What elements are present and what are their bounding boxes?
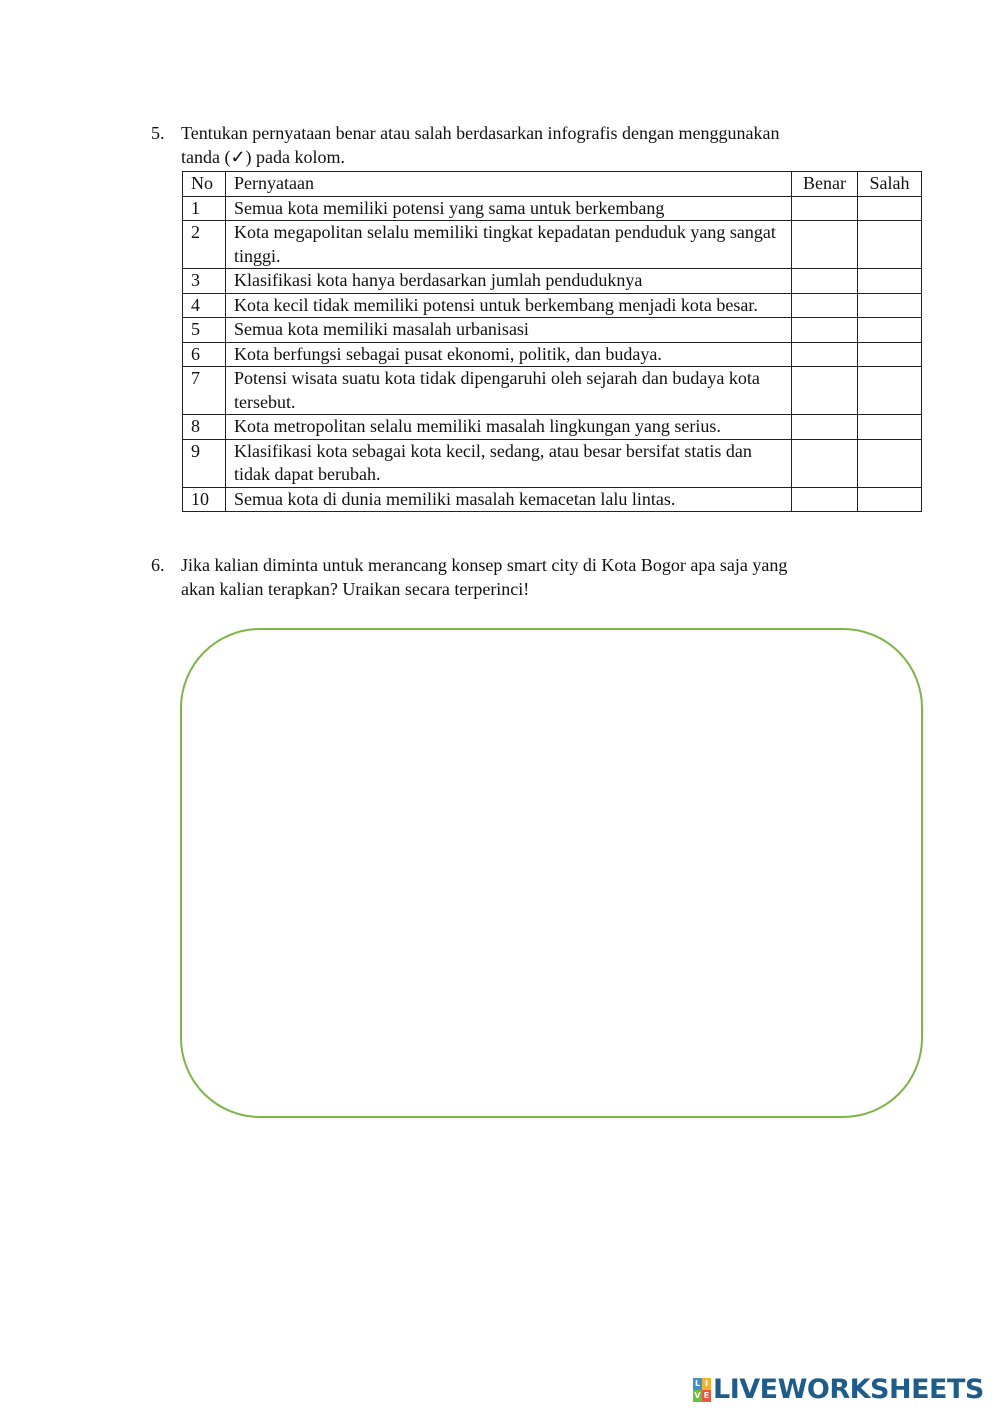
table-row xyxy=(183,439,922,487)
false-checkbox-cell[interactable] xyxy=(858,196,922,221)
header-false: Salah xyxy=(858,172,922,197)
false-checkbox-cell[interactable] xyxy=(858,367,922,415)
table-header-row xyxy=(183,172,922,197)
true-checkbox-cell[interactable] xyxy=(792,487,858,512)
table-row xyxy=(183,269,922,294)
logo-icon-letter: I xyxy=(702,1378,711,1390)
row-number: 10 xyxy=(183,487,226,512)
question-5-text-line-2: tanda (✓) pada kolom. xyxy=(181,147,346,167)
true-checkbox-cell[interactable] xyxy=(792,196,858,221)
header-true: Benar xyxy=(792,172,858,197)
header-statement: Pernyataan xyxy=(226,172,792,197)
row-number: 5 xyxy=(183,318,226,343)
true-false-table xyxy=(182,171,922,512)
false-checkbox-cell[interactable] xyxy=(858,342,922,367)
question-6 xyxy=(151,553,871,601)
false-checkbox-cell[interactable] xyxy=(858,415,922,440)
logo-icon-letter: V xyxy=(694,1391,701,1400)
question-5-text-line-1: Tentukan pernyataan benar atau salah berdasarkan infografis dengan menggunakan xyxy=(181,123,780,143)
row-statement: Semua kota memiliki masalah urbanisasi xyxy=(226,318,792,343)
table-row xyxy=(183,487,922,512)
table-row xyxy=(183,318,922,343)
logo-text: LIVEWORKSHEETS xyxy=(713,1374,984,1405)
row-statement: Potensi wisata suatu kota tidak dipengaruhi oleh sejarah dan budaya kota tersebut. xyxy=(226,367,792,415)
true-checkbox-cell[interactable] xyxy=(792,318,858,343)
row-number: 1 xyxy=(183,196,226,221)
false-checkbox-cell[interactable] xyxy=(858,221,922,269)
row-number: 4 xyxy=(183,293,226,318)
row-number: 9 xyxy=(183,439,226,487)
answer-text-box[interactable] xyxy=(180,628,923,1118)
question-5 xyxy=(151,121,871,169)
row-number: 6 xyxy=(183,342,226,367)
table-row xyxy=(183,415,922,440)
row-statement: Kota metropolitan selalu memiliki masalah lingkungan yang serius. xyxy=(226,415,792,440)
row-statement: Semua kota memiliki potensi yang sama untuk berkembang xyxy=(226,196,792,221)
row-statement: Kota berfungsi sebagai pusat ekonomi, politik, dan budaya. xyxy=(226,342,792,367)
table-row xyxy=(183,342,922,367)
question-5-number: 5. xyxy=(151,123,165,143)
logo-icon-letter: L xyxy=(694,1379,701,1388)
question-6-text-line-2: akan kalian terapkan? Uraikan secara terperinci! xyxy=(181,579,530,599)
logo-icon-letter: E xyxy=(703,1391,710,1400)
row-statement: Kota megapolitan selalu memiliki tingkat kepadatan penduduk yang sangat tinggi. xyxy=(226,221,792,269)
table-row xyxy=(183,196,922,221)
question-6-number: 6. xyxy=(151,555,165,575)
false-checkbox-cell[interactable] xyxy=(858,318,922,343)
false-checkbox-cell[interactable] xyxy=(858,269,922,294)
false-checkbox-cell[interactable] xyxy=(858,439,922,487)
liveworksheets-logo xyxy=(693,1376,984,1404)
true-checkbox-cell[interactable] xyxy=(792,293,858,318)
live-logo-icon xyxy=(693,1378,711,1402)
true-checkbox-cell[interactable] xyxy=(792,221,858,269)
row-number: 8 xyxy=(183,415,226,440)
row-number: 3 xyxy=(183,269,226,294)
row-statement: Semua kota di dunia memiliki masalah kemacetan lalu lintas. xyxy=(226,487,792,512)
row-number: 2 xyxy=(183,221,226,269)
row-statement: Klasifikasi kota hanya berdasarkan jumlah penduduknya xyxy=(226,269,792,294)
table-row xyxy=(183,367,922,415)
false-checkbox-cell[interactable] xyxy=(858,487,922,512)
true-checkbox-cell[interactable] xyxy=(792,269,858,294)
true-checkbox-cell[interactable] xyxy=(792,342,858,367)
row-statement: Klasifikasi kota sebagai kota kecil, sedang, atau besar bersifat statis dan tidak dapat berubah. xyxy=(226,439,792,487)
table-row xyxy=(183,221,922,269)
true-checkbox-cell[interactable] xyxy=(792,367,858,415)
row-number: 7 xyxy=(183,367,226,415)
true-checkbox-cell[interactable] xyxy=(792,415,858,440)
true-checkbox-cell[interactable] xyxy=(792,439,858,487)
table-row xyxy=(183,293,922,318)
row-statement: Kota kecil tidak memiliki potensi untuk berkembang menjadi kota besar. xyxy=(226,293,792,318)
false-checkbox-cell[interactable] xyxy=(858,293,922,318)
header-no: No xyxy=(183,172,226,197)
question-6-text-line-1: Jika kalian diminta untuk merancang konsep smart city di Kota Bogor apa saja yang xyxy=(181,555,788,575)
